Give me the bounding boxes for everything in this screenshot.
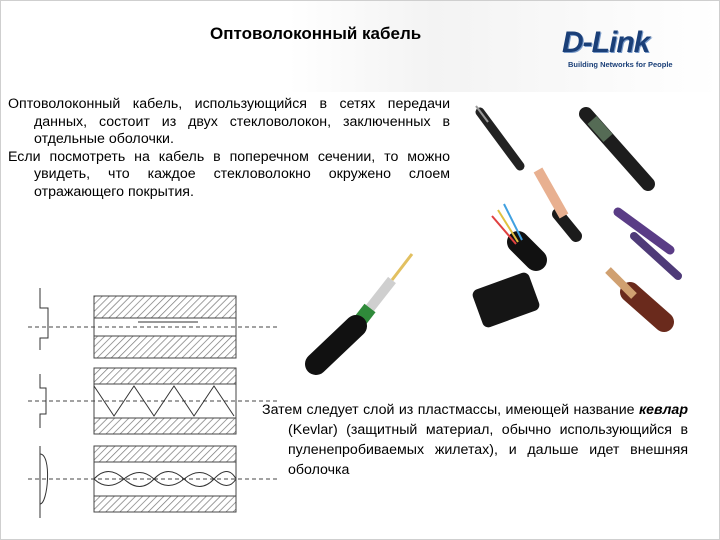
- fiber-cable-closeup-photo: [300, 246, 430, 376]
- logo-wordmark: D-Link: [562, 26, 650, 59]
- fiber-modes-diagram-image: [28, 278, 278, 532]
- kevlar-text-before: Затем следует слой из пластмассы, имеющей название: [262, 402, 639, 418]
- slide-header: [0, 0, 720, 92]
- intro-paragraph: [8, 96, 450, 201]
- kevlar-paragraph: [262, 400, 688, 480]
- fiber-cables-photo: [458, 100, 720, 338]
- intro-text-1: Оптоволоконный кабель, использующийся в сетях передачи данных, состоит из двух стекловолокон, заключенных в отдельные оболочки.: [8, 96, 450, 147]
- slide-title: Оптоволоконный кабель: [210, 24, 422, 43]
- d-link-logo-icon: [562, 26, 686, 70]
- intro-text-2: Если посмотреть на кабель в поперечном сечении, то можно увидеть, что каждое стекловолокно окружено слоем отражающего покрытия.: [8, 148, 450, 200]
- logo-tagline: Building Networks for People: [568, 60, 673, 69]
- kevlar-term: кевлар: [638, 402, 688, 418]
- kevlar-text-after: (Kevlar) (защитный материал, обычно использующийся в пуленепробиваемых жилетах), и дальше идет внешняя оболочка: [288, 422, 688, 478]
- kevlar-text: [262, 400, 688, 480]
